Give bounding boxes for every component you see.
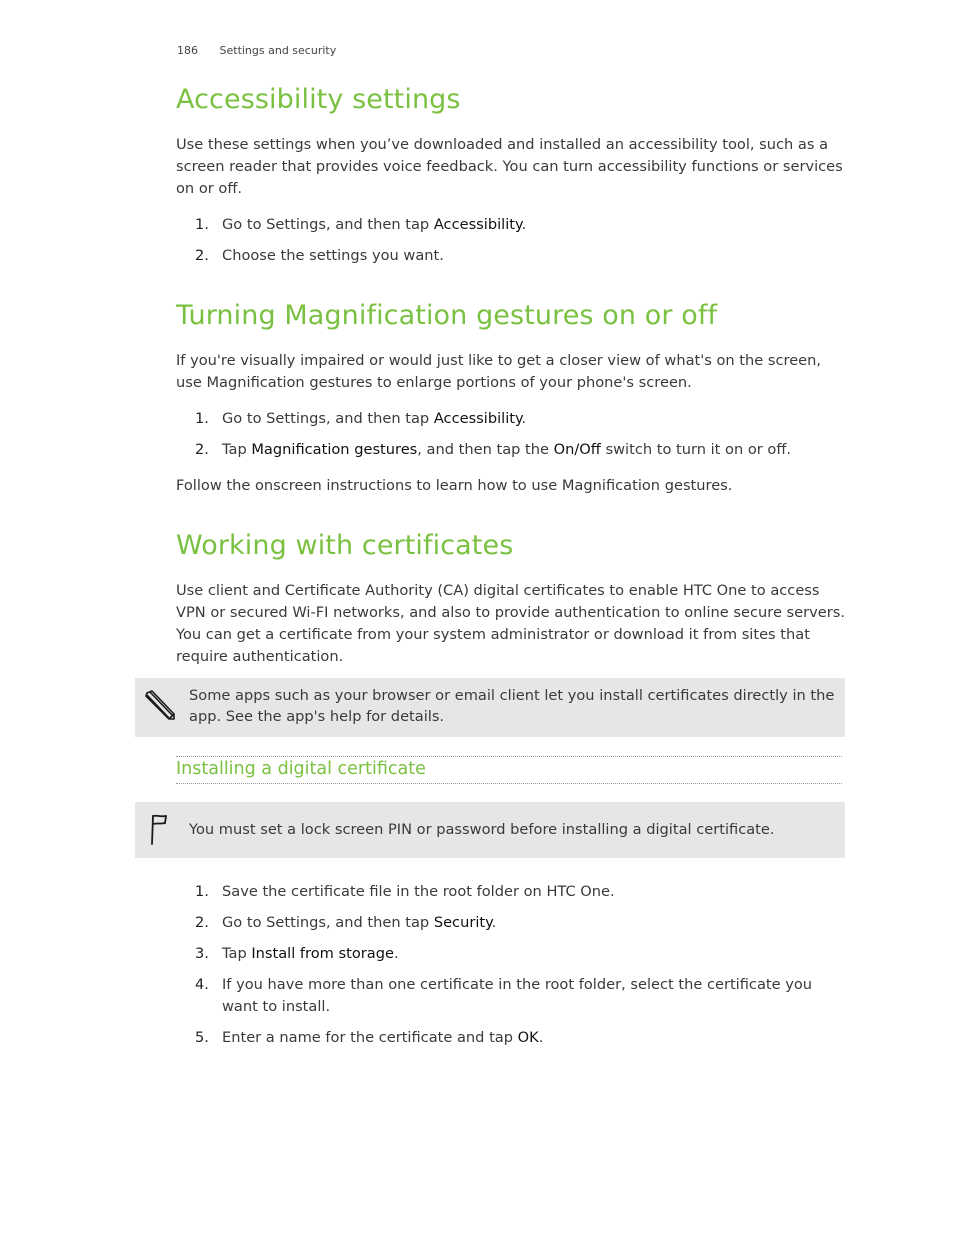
list-item <box>176 943 846 965</box>
list-item <box>176 974 846 1018</box>
warning-text: You must set a lock screen PIN or password before installing a digital certificate. <box>189 821 775 838</box>
step-number: 4. <box>195 976 209 993</box>
ui-term: Security <box>433 914 492 931</box>
step-number: 2. <box>195 914 209 931</box>
step-text: Tap <box>222 945 252 962</box>
step-text: If you have more than one certificate in the root folder, select the certificate you want to install. <box>222 976 813 1015</box>
list-item <box>176 245 846 267</box>
accessibility-steps <box>176 214 846 276</box>
subheading-text: Installing a digital certificate <box>176 759 426 779</box>
warning-box <box>135 802 845 858</box>
ui-term: OK <box>517 1029 539 1046</box>
list-item <box>176 912 846 934</box>
step-number: 1. <box>195 410 209 427</box>
certificates-intro: Use client and Certificate Authority (CA) digital certificates to enable HTC One to access VPN or secured Wi-FI networks, and also to provide authentication to online secure servers. You can get a certificate from your system administrator or download it from sites that require authentication. <box>176 582 845 665</box>
page-number: 186 <box>177 44 198 57</box>
heading-working-with-certificates: Working with certificates <box>176 530 514 561</box>
section-name: Settings and security <box>219 44 337 57</box>
step-number: 2. <box>195 441 209 458</box>
step-text: Tap <box>222 441 252 458</box>
step-text: Go to Settings, and then tap <box>222 410 434 427</box>
step-text: Go to Settings, and then tap <box>222 216 434 233</box>
ui-term: Magnification gestures <box>251 441 418 458</box>
page-header <box>177 44 336 57</box>
list-item <box>176 1027 846 1049</box>
list-item <box>176 408 846 430</box>
heading-accessibility-settings: Accessibility settings <box>176 84 461 115</box>
heading-magnification-gestures: Turning Magnification gestures on or off <box>176 300 718 331</box>
ui-term: On/Off <box>553 441 601 458</box>
step-number: 3. <box>195 945 209 962</box>
magnification-intro: If you're visually impaired or would just like to get a closer view of what's on the screen, use Magnification gestures to enlarge portions of your phone's screen. <box>176 352 822 391</box>
ui-term: Install from storage <box>251 945 394 962</box>
accessibility-intro: Use these settings when you’ve downloaded and installed an accessibility tool, such as a screen reader that provides voice feedback. You can turn accessibility functions or services on or off. <box>176 136 843 197</box>
subheading-installing-certificate <box>176 756 842 784</box>
step-text: Choose the settings you want. <box>222 247 444 264</box>
step-text: . <box>521 216 527 233</box>
step-text: Save the certificate file in the root folder on HTC One. <box>222 883 615 900</box>
ui-term: Accessibility <box>433 410 522 427</box>
step-text: . <box>521 410 527 427</box>
list-item <box>176 881 846 903</box>
step-text: . <box>393 945 399 962</box>
step-text: , and then tap the <box>417 441 554 458</box>
step-text: . <box>491 914 497 931</box>
flag-icon <box>147 813 173 851</box>
step-text: Go to Settings, and then tap <box>222 914 434 931</box>
step-number: 5. <box>195 1029 209 1046</box>
step-text: Enter a name for the certificate and tap <box>222 1029 518 1046</box>
ui-term: Accessibility <box>433 216 522 233</box>
step-number: 2. <box>195 247 209 264</box>
magnification-outro: Follow the onscreen instructions to learn how to use Magnification gestures. <box>176 477 733 494</box>
step-number: 1. <box>195 883 209 900</box>
note-text: Some apps such as your browser or email client let you install certificates directly in the app. See the app's help for details. <box>189 687 835 725</box>
step-text: . <box>538 1029 544 1046</box>
list-item <box>176 214 846 236</box>
list-item <box>176 439 846 461</box>
certificate-steps <box>176 881 846 1058</box>
magnification-steps <box>176 408 846 470</box>
note-box <box>135 678 845 737</box>
step-number: 1. <box>195 216 209 233</box>
pencil-icon <box>143 688 177 726</box>
step-text: switch to turn it on or off. <box>600 441 792 458</box>
